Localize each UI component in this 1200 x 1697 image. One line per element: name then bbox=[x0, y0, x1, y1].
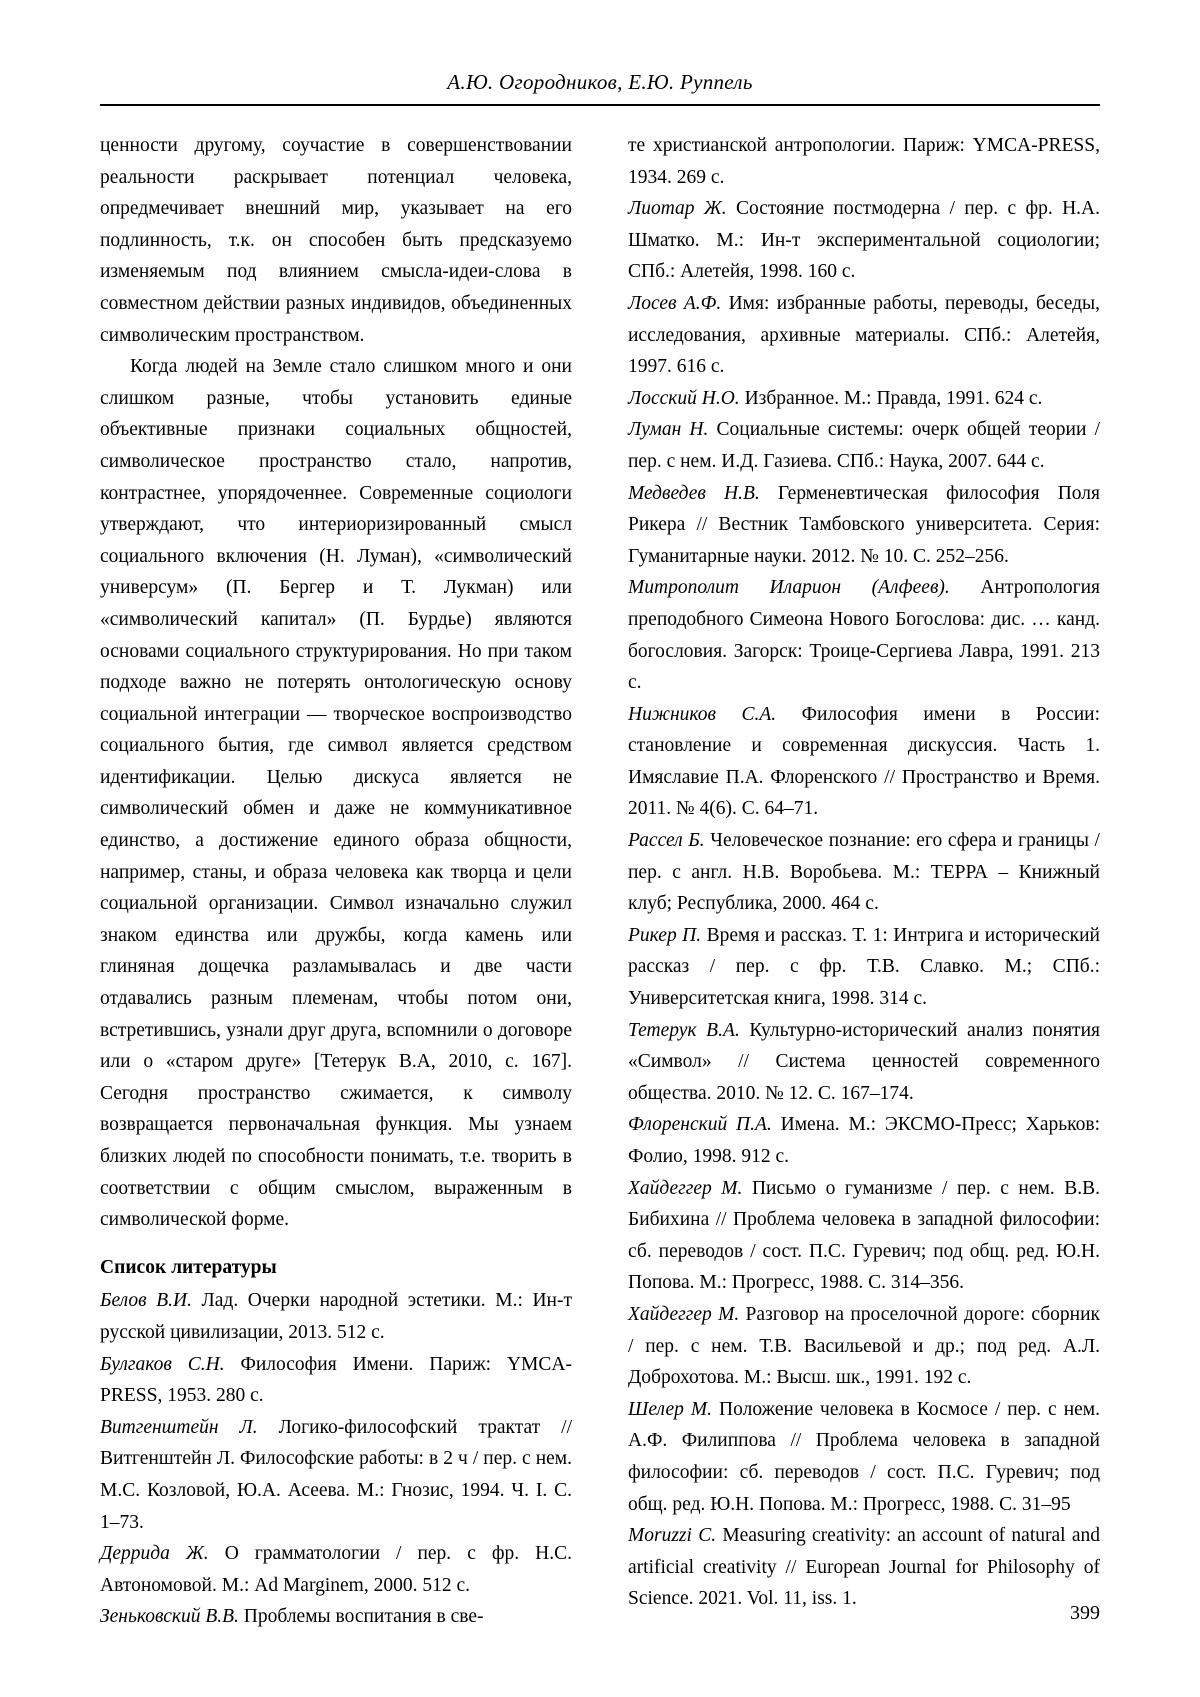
reference-text: Человеческое познание: его сфера и границы / пер. с англ. Н.В. Воробьева. М.: ТЕРРА – Книжный клуб; Республика, 2000. 464 с. bbox=[628, 830, 1100, 915]
reference-author: Лосев А.Ф. bbox=[628, 292, 722, 314]
header-divider bbox=[100, 104, 1100, 106]
reference-text: Имя: избранные работы, переводы, беседы, исследования, архивные материалы. СПб.: Алетейя, 1997. 616 с. bbox=[628, 292, 1100, 378]
reference-text: Логико-философский трактат // Витгенштейн Л. Философские работы: в 2 ч / пер. с нем. М.С. Козловой, Ю.А. Асеева. М.: Гнозис, 1994. Ч. I. С. 1–73. bbox=[100, 1416, 572, 1533]
reference-text: Культурно-исторический анализ понятия «Символ» // Система ценностей современного общества. 2010. № 12. С. 167–174. bbox=[628, 1019, 1100, 1104]
reference-author: Белов В.И. bbox=[100, 1290, 192, 1312]
reference-item bbox=[628, 414, 1100, 477]
reference-text: Положение человека в Космосе / пер. с нем. А.Ф. Филиппова // Проблема человека в западной философии: сб. переводов / сост. П.С. Гуревич; под общ. ред. Ю.Н. Попова. М.: Прогресс, 1988. С. 31–95 bbox=[628, 1398, 1101, 1515]
running-head: А.Ю. Огородников, Е.Ю. Руппель bbox=[447, 70, 753, 94]
reference-item bbox=[100, 1601, 572, 1633]
reference-text: Measuring creativity: an account of natural and artificial creativity // European Journal for Philosophy of Science. 2021. Vol. 11, iss. 1. bbox=[628, 1525, 1100, 1610]
reference-item bbox=[628, 1173, 1100, 1299]
body-paragraph: Когда людей на Земле стало слишком много и они слишком разные, чтобы установить единые объективные признаки социальных общностей, символическое пространство стало, напротив, контрастнее, упорядоченнее. Современные социологи утверждают, что интериоризированный смысл социального включения (Н. Луман), «символический универсум» (П. Бергер и Т. Лукман) или «символический капитал» (П. Бурдье) являются основами социального структурирования. Но при таком подходе важно не потерять онтологическую основу социальной интеграции — творческое воспроизводство социального бытия, где символ является средством идентификации. Целью дискуса является не символический обмен и даже не коммуникативное единство, а достижение единого образа общности, например, станы, и образа человека как творца и цели социальной организации. Символ изначально служил знаком единства или дружбы, когда камень или глиняная дощечка разламывалась и две части отдавались разным племенам, чтобы потом они, встретившись, узнали друг друга, вспомнили о договоре или о «старом друге» [Тетерук В.А, 2010, с. 167]. Сегодня пространство сжимается, к символу возвращается первоначальная функция. Мы узнаем близких людей по способности понимать, т.е. творить в соответствии с общим смыслом, выраженным в символической форме. bbox=[100, 356, 572, 1231]
reference-item bbox=[628, 825, 1100, 920]
reference-author: Рассел Б. bbox=[628, 830, 705, 852]
left-column bbox=[100, 130, 572, 1628]
reference-author: Булгаков С.Н. bbox=[100, 1353, 225, 1375]
reference-author: Лосский Н.О. bbox=[628, 387, 740, 409]
reference-item bbox=[628, 572, 1100, 698]
reference-author: Тетерук В.А. bbox=[628, 1019, 740, 1041]
reference-author: Хайдеггер М. bbox=[628, 1303, 740, 1325]
references-heading: Список литературы bbox=[100, 1256, 277, 1278]
reference-text: Антропология преподобного Симеона Нового Богослова: дис. … канд. богословия. Загорск: Троице-Сергиева Лавра, 1991. 213 с. bbox=[628, 577, 1101, 694]
reference-item bbox=[628, 699, 1100, 825]
reference-text: Проблемы воспитания в све- bbox=[238, 1606, 484, 1628]
reference-author: Нижников С.А. bbox=[628, 703, 777, 725]
reference-author: Зеньковский В.В. bbox=[100, 1606, 239, 1628]
reference-text: О грамматологии / пер. с фр. Н.С. Автономовой. М.: Ad Marginem, 2000. 512 с. bbox=[100, 1543, 572, 1596]
reference-item bbox=[628, 383, 1100, 415]
reference-item bbox=[628, 1109, 1100, 1172]
reference-author: Луман Н. bbox=[628, 419, 709, 441]
right-column bbox=[628, 130, 1101, 1610]
reference-author: Флоренский П.А. bbox=[628, 1114, 772, 1136]
reference-item bbox=[628, 193, 1100, 288]
reference-item bbox=[628, 1015, 1100, 1110]
reference-text: Социальные системы: очерк общей теории / пер. с нем. И.Д. Газиева. СПб.: Наука, 2007. 644 с. bbox=[628, 419, 1100, 472]
reference-item bbox=[100, 1349, 572, 1412]
reference-author: Деррида Ж. bbox=[100, 1543, 209, 1565]
reference-item bbox=[628, 288, 1100, 383]
reference-item bbox=[628, 1520, 1100, 1615]
reference-author: Хайдеггер М. bbox=[628, 1177, 743, 1199]
reference-text: Герменевтическая философия Поля Рикера // Вестник Тамбовского университета. Серия: Гуманитарные науки. 2012. № 10. С. 252–256. bbox=[628, 482, 1100, 567]
reference-author: Лиотар Ж. bbox=[628, 198, 727, 220]
reference-author: Рикер П. bbox=[628, 924, 702, 946]
reference-item bbox=[628, 1299, 1100, 1394]
reference-text: Разговор на проселочной дороге: сборник / пер. с нем. Т.В. Васильевой и др.; под ред. А.Л. Доброхотова. М.: Высш. шк., 1991. 192 с. bbox=[628, 1303, 1100, 1389]
reference-continuation: те христианской антропологии. Париж: YMCA-PRESS, 1934. 269 с. bbox=[628, 135, 1100, 188]
page-number: 399 bbox=[1070, 1602, 1100, 1624]
reference-text: Состояние постмодерна / пер. с фр. Н.А. Шматко. М.: Ин-т экспериментальной социологии; СПб.: Алетейя, 1998. 160 с. bbox=[628, 198, 1101, 283]
reference-author: Шелер М. bbox=[628, 1398, 713, 1420]
reference-text: Философия Имени. Париж: YMCA-PRESS, 1953. 280 с. bbox=[100, 1353, 572, 1407]
reference-text: Время и рассказ. Т. 1: Интрига и исторический рассказ / пер. с фр. Т.В. Славко. М.; СПб.: Университетская книга, 1998. 314 с. bbox=[628, 924, 1100, 1010]
reference-item bbox=[628, 920, 1100, 1015]
reference-text: Лад. Очерки народной эстетики. М.: Ин-т русской цивилизации, 2013. 512 с. bbox=[100, 1290, 572, 1343]
reference-item bbox=[100, 1412, 572, 1538]
reference-author: Митрополит Иларион (Алфеев). bbox=[628, 577, 950, 599]
reference-text: Письмо о гуманизме / пер. с нем. В.В. Бибихина // Проблема человека в западной философии: сб. переводов / сост. П.С. Гуревич; под общ. ред. Ю.Н. Попова. М.: Прогресс, 1988. С. 314–356. bbox=[628, 1177, 1100, 1294]
reference-text: Избранное. М.: Правда, 1991. 624 с. bbox=[739, 387, 1043, 409]
reference-item bbox=[628, 478, 1100, 573]
reference-author: Moruzzi C. bbox=[628, 1525, 717, 1547]
reference-item bbox=[100, 1538, 572, 1601]
reference-author: Витгенштейн Л. bbox=[100, 1416, 258, 1438]
reference-author: Медведев Н.В. bbox=[628, 482, 760, 504]
reference-text: Философия имени в России: становление и современная дискуссия. Часть 1. Имяславие П.А. Флоренского // Пространство и Время. 2011. № 4(6). С. 64–71. bbox=[628, 703, 1100, 820]
reference-item bbox=[100, 1285, 572, 1348]
reference-text: Имена. М.: ЭКСМО-Пресс; Харьков: Фолио, 1998. 912 с. bbox=[628, 1114, 1100, 1167]
body-paragraph: ценности другому, соучастие в совершенствовании реальности раскрывает потенциал человека, опредмечивает внешний мир, указывает на его подлинность, т.к. он способен быть предсказуемо изменяемым под влиянием смысла-идеи-слова в совместном действии разных индивидов, объединенных символическим пространством. bbox=[100, 135, 572, 346]
reference-item bbox=[628, 1394, 1100, 1520]
